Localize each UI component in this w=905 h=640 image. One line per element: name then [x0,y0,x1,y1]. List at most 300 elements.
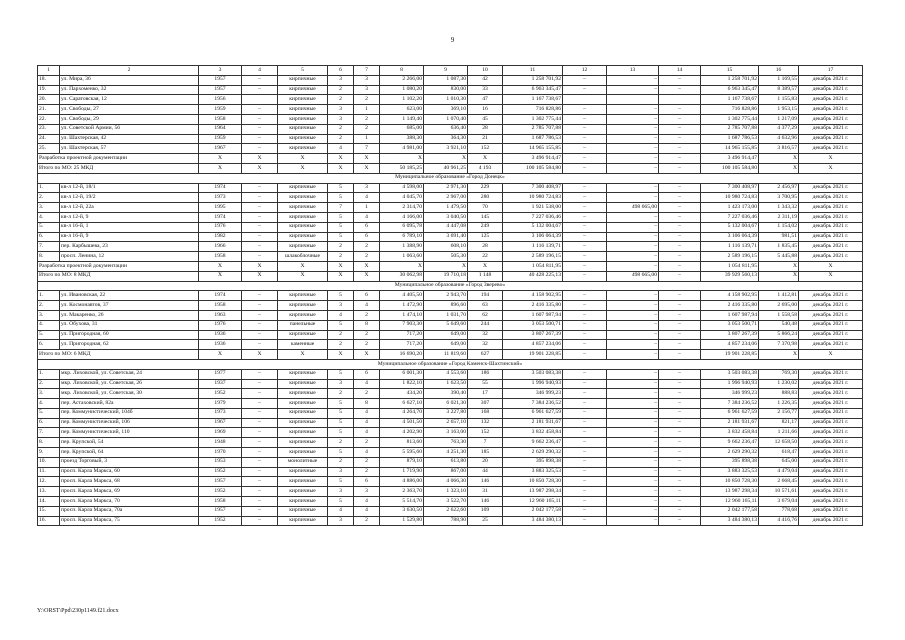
table-cell: – [563,105,607,115]
table-cell: 1979 [199,399,242,409]
table-cell: 5 [328,448,354,458]
table-cell: кирпичные [278,448,328,458]
column-number: 14 [659,66,701,76]
page-number: 9 [450,36,455,44]
table-cell: 2 967,00 [424,193,468,203]
table-cell: 2 416 335,80 [701,301,759,311]
table-cell: 5 649,60 [424,320,468,330]
table-cell: – [242,497,278,507]
address-cell: кв-л 12-й, 19/2 [60,193,199,203]
table-cell: 1976 [199,320,242,330]
address-cell: кв-л 12-й, 9 [60,212,199,222]
table-cell: 2 [354,340,380,350]
table-cell: 6 [354,222,380,232]
table-cell: 1 169,55 [759,75,799,85]
address-cell: мкр. Лиховской, ул. Советская, 30 [60,389,199,399]
table-cell: 1952 [199,467,242,477]
table-cell: 4 [354,408,380,418]
table-cell: 4 [354,193,380,203]
table-cell: 1 211,66 [759,428,799,438]
table-cell: 1958 [199,497,242,507]
table-cell: – [563,310,607,320]
table-cell: 2 [354,467,380,477]
table-row [38,340,863,350]
table-cell: – [563,301,607,311]
table-cell: X [278,271,328,281]
table-cell: панельные [278,320,328,330]
table-cell: 1 822,10 [380,379,424,389]
table-cell: X [328,271,354,281]
table-cell: 896,60 [424,301,468,311]
table-cell: X [199,261,242,271]
table-cell: 717,20 [380,340,424,350]
table-cell: 7 384 236,52 [503,399,563,409]
table-cell: – [242,467,278,477]
summary-label: Разработка проектной документации [38,154,199,164]
column-number: 7 [354,66,380,76]
table-cell: 1 302 775,44 [701,114,759,124]
table-cell: 7 227 036,46 [503,212,563,222]
table-cell: 1964 [199,124,242,134]
table-cell: 1995 [199,203,242,213]
table-cell: – [659,389,701,399]
table-cell: X [328,261,354,271]
table-cell: 498 665,00 [607,271,659,281]
table-cell: 280 [468,193,503,203]
table-cell: 10 980 724,83 [701,193,759,203]
table-cell: X [278,163,328,173]
table-cell: 30 062,98 [380,271,424,281]
table-cell: X [242,271,278,281]
table-cell: – [242,418,278,428]
table-cell: 4 166,00 [380,212,424,222]
table-cell: 1 080,20 [380,85,424,95]
table-cell: декабрь 2021 г. [799,408,863,418]
table-cell: 1 623,50 [424,379,468,389]
table-cell: X [242,350,278,360]
table-cell: декабрь 2021 г. [799,467,863,477]
summary-label: Итого по МО: 25 МКД [38,163,199,173]
table-cell: 3 [354,85,380,95]
table-cell: декабрь 2021 г. [799,242,863,252]
table-cell: 346 999,23 [701,389,759,399]
table-cell: 6 [354,232,380,242]
table-cell: 14 965 155,85 [701,144,759,154]
table-cell: – [242,438,278,448]
table-cell: 6 963 345,47 [503,85,563,95]
table-cell: 5 [328,320,354,330]
table-cell: 109 [468,506,503,516]
table-cell: – [242,310,278,320]
table-cell: 2 156,77 [759,408,799,418]
table-cell: 10. [38,457,60,467]
table-cell: кирпичные [278,212,328,222]
table-cell: – [242,301,278,311]
table-cell: декабрь 2021 г. [799,320,863,330]
table-row [38,516,863,526]
table-cell: – [659,487,701,497]
table-cell: 618,47 [759,448,799,458]
table-cell: 4 193 [468,163,503,173]
table-row [38,369,863,379]
table-cell: 4 501,50 [380,418,424,428]
table-cell: 4 479,04 [759,467,799,477]
table-cell: 2 629 290,32 [503,448,563,458]
table-cell: 4 [354,448,380,458]
table-cell: 2 [354,516,380,526]
table-cell: 145 [468,212,503,222]
table-cell: декабрь 2021 г. [799,457,863,467]
table-cell: – [563,399,607,409]
address-cell: мкр. Лиховской, ул. Советская, 26 [60,379,199,389]
table-cell: X [799,271,863,281]
table-cell: 540,48 [759,320,799,330]
table-cell: декабрь 2021 г. [799,340,863,350]
table-cell: X [328,163,354,173]
table-cell: 1 070,40 [424,114,468,124]
table-cell: 685,00 [380,124,424,134]
table-cell: 1 474,10 [380,310,424,320]
table-cell: 50 185,25 [380,163,424,173]
table-cell: кирпичные [278,418,328,428]
table-cell: 12. [38,477,60,487]
table-cell: 6 961 627,59 [701,408,759,418]
table-cell: – [563,467,607,477]
table-cell: 1 226,35 [759,399,799,409]
table-cell: X [278,154,328,164]
table-cell: – [607,379,659,389]
table-cell: – [607,389,659,399]
table-cell: – [563,114,607,124]
table-cell: 649,00 [424,330,468,340]
table-cell: 125 [468,232,503,242]
table-cell: кирпичные [278,95,328,105]
table-cell: 4 886,00 [380,477,424,487]
table-cell: 627 [468,350,503,360]
table-cell: 346 999,23 [503,389,563,399]
address-cell: пер. Астаховский, 82а [60,399,199,409]
table-cell: 2 971,30 [424,183,468,193]
table-cell: 132 [468,418,503,428]
table-row [38,232,863,242]
table-cell: 8. [38,438,60,448]
section-title: Муниципальное образование «Город Донецк» [38,173,863,183]
table-cell: X [759,261,799,271]
table-row [38,379,863,389]
table-cell: 1. [38,183,60,193]
table-cell: декабрь 2021 г. [799,144,863,154]
table-cell: 28 [468,124,503,134]
table-cell: кирпичные [278,183,328,193]
table-row [38,85,863,95]
table-cell: декабрь 2021 г. [799,203,863,213]
table-cell: 3 053 500,71 [503,320,563,330]
table-row [38,301,863,311]
table-cell: кирпичные [278,330,328,340]
table-cell: 6 627,10 [380,399,424,409]
address-cell: ул. Шахтерская, 42 [60,134,199,144]
table-row [38,330,863,340]
table-cell: X [468,154,503,164]
table-cell: 1982 [199,232,242,242]
table-cell: 3 691,40 [424,232,468,242]
table-cell: – [659,310,701,320]
address-cell: ул. Советской Армии, 56 [60,124,199,134]
address-cell: ул. Свободы, 27 [60,105,199,115]
table-cell: 32 [468,330,503,340]
table-cell: – [563,271,607,281]
table-cell: 15. [38,506,60,516]
table-cell: 3 [354,75,380,85]
table-cell: 505,30 [424,252,468,262]
table-cell: 1966 [199,242,242,252]
table-cell: 5 132 004,67 [701,222,759,232]
table-cell: – [563,340,607,350]
table-cell: 152 [468,144,503,154]
section-header-row [38,359,863,369]
table-cell: – [563,408,607,418]
table-cell: кирпичные [278,516,328,526]
table-cell: 24. [38,134,60,144]
table-cell: 395 898,38 [503,457,563,467]
table-cell: – [659,379,701,389]
table-cell: 4 [328,506,354,516]
table-cell: 3. [38,310,60,320]
table-cell: 821,17 [759,418,799,428]
table-cell: – [607,193,659,203]
table-cell: X [242,154,278,164]
table-cell: 2 181 931,67 [503,418,563,428]
table-cell: 4 066,30 [424,477,468,487]
table-cell: – [607,105,659,115]
table-cell: X [759,154,799,164]
table-cell: 5 866,24 [759,330,799,340]
table-cell: декабрь 2021 г. [799,124,863,134]
table-cell: кирпичные [278,114,328,124]
table-cell: 2 [354,389,380,399]
table-cell: 6 963 345,47 [701,85,759,95]
table-cell: 2 416 335,80 [503,301,563,311]
table-cell: 3 163,00 [424,428,468,438]
table-cell: 1959 [199,134,242,144]
table-cell: 1 148 [468,271,503,281]
table-cell: 10 850 728,30 [701,477,759,487]
table-cell: – [563,506,607,516]
table-cell: 32 [468,340,503,350]
address-cell: пер. Коммунистический, 110 [60,428,199,438]
table-cell: 1 996 940,93 [503,379,563,389]
table-cell: – [607,114,659,124]
address-cell: пер. Крупской, 54 [60,438,199,448]
table-cell: 2 042 177,58 [701,506,759,516]
table-cell: 613,80 [424,457,468,467]
table-cell: 4 [328,144,354,154]
table-cell: 3 [354,183,380,193]
table-cell: 2 [328,124,354,134]
table-row [38,222,863,232]
table-cell: 9 662 236,47 [503,438,563,448]
table-cell: 146 [468,477,503,487]
table-cell: 3 227,80 [424,408,468,418]
table-cell: – [563,144,607,154]
table-cell: 1973 [199,193,242,203]
table-cell [607,95,659,105]
table-cell: X [199,350,242,360]
table-cell: – [607,242,659,252]
table-cell: 1957 [199,477,242,487]
table-cell: – [242,134,278,144]
table-row [38,242,863,252]
table-cell: 4 598,00 [380,183,424,193]
table-cell: 11. [38,467,60,477]
address-cell: пер. Крупской, 64 [60,448,199,458]
table-cell: декабрь 2021 г. [799,212,863,222]
table-row [38,497,863,507]
table-cell: 608,10 [424,242,468,252]
table-cell: 5. [38,330,60,340]
table-cell: 4 [328,310,354,320]
table-cell: 3 832 458,84 [701,428,759,438]
table-cell: 2 622,60 [424,506,468,516]
column-number: 9 [424,66,468,76]
table-cell: 2 668,45 [759,477,799,487]
table-cell: 4 405,50 [380,291,424,301]
table-cell: 981,51 [759,232,799,242]
table-cell: кирпичные [278,408,328,418]
table-cell: декабрь 2021 г. [799,399,863,409]
table-cell: – [563,75,607,85]
table-cell [242,95,278,105]
table-cell: X [799,261,863,271]
table-cell: 3 816,57 [759,144,799,154]
table-cell: 2 [354,114,380,124]
table-row [38,291,863,301]
table-cell: 1957 [199,85,242,95]
table-cell: 1 063,60 [380,252,424,262]
table-cell: – [242,232,278,242]
table-cell: декабрь 2021 г. [799,114,863,124]
table-cell: – [242,222,278,232]
table-cell: – [607,144,659,154]
table-cell: – [659,193,701,203]
table-cell: 9 662 236,47 [701,438,759,448]
table-cell: – [659,163,701,173]
table-cell: 1948 [199,438,242,448]
table-cell: – [242,379,278,389]
summary-label: Итого по МО: 6 МКД [38,350,199,360]
table-cell: декабрь 2021 г. [799,487,863,497]
table-cell: 229 [468,183,503,193]
table-cell: 4 [354,212,380,222]
column-number: 11 [503,66,563,76]
table-cell: 4 [354,506,380,516]
table-cell: – [607,291,659,301]
table-cell: – [659,477,701,487]
table-cell: – [659,369,701,379]
table-cell: – [607,497,659,507]
table-cell: 1 302 775,44 [503,114,563,124]
table-cell: 3 053 500,71 [701,320,759,330]
table-cell: 3 [354,487,380,497]
table-cell: 10 980 724,83 [503,193,563,203]
table-cell: – [607,212,659,222]
table-cell: 1 167 738,67 [503,95,563,105]
address-cell: кв-л 12-й, 18/1 [60,183,199,193]
table-cell: 1967 [199,418,242,428]
table-cell: X [354,154,380,164]
table-cell: – [242,114,278,124]
table-cell: – [242,369,278,379]
table-row [38,203,863,213]
table-cell: – [242,144,278,154]
table-cell: 1 116 139,71 [701,242,759,252]
table-row [38,310,863,320]
table-cell: декабрь 2021 г. [799,183,863,193]
table-row [38,75,863,85]
table-cell: 1 479,50 [424,203,468,213]
table-cell: – [659,399,701,409]
table-cell: – [563,320,607,330]
table-cell: 4 416,76 [759,516,799,526]
table-cell: – [659,85,701,95]
table-cell: кирпичные [278,203,328,213]
table-cell: 2 456,97 [759,183,799,193]
table-cell: 19 901 228,85 [503,350,563,360]
table-cell: 1 149,40 [380,114,424,124]
table-cell: 1 087,30 [424,75,468,85]
table-row [38,134,863,144]
address-cell: ул. Пригородная, 60 [60,330,199,340]
table-cell: – [242,428,278,438]
table-cell: – [242,85,278,95]
table-row [38,105,863,115]
table-cell: 1958 [199,301,242,311]
address-cell: кв-л 12-й, 22а [60,203,199,213]
address-cell: ул. Космонавтов, 37 [60,301,199,311]
table-cell: – [242,408,278,418]
section-header-row [38,281,863,291]
table-cell: – [563,124,607,134]
table-cell: – [659,506,701,516]
table-cell: кирпичные [278,379,328,389]
table-cell: 6 001,30 [380,369,424,379]
table-cell: кирпичные [278,75,328,85]
table-cell: 395 898,38 [701,457,759,467]
column-number-row [38,66,863,76]
table-cell: 3 [328,379,354,389]
table-cell: 1 155,83 [759,95,799,105]
table-cell: 18. [38,75,60,85]
table-cell: 22. [38,114,60,124]
column-number: 8 [380,66,424,76]
table-cell: 1 031,70 [424,310,468,320]
table-cell: 42 [468,75,503,85]
table-cell: – [563,389,607,399]
table-cell: декабрь 2021 г. [799,418,863,428]
table-cell: – [563,291,607,301]
table-cell: 6 961 627,59 [503,408,563,418]
table-cell: 5 595,60 [380,448,424,458]
table-cell: – [607,467,659,477]
column-number: 1 [38,66,60,76]
column-number: 5 [278,66,328,76]
table-cell: 21 [468,134,503,144]
table-cell: 364,30 [424,134,468,144]
table-cell: декабрь 2021 г. [799,232,863,242]
table-cell: 7 300 408,97 [503,183,563,193]
table-cell: 3 679,04 [759,497,799,507]
table-row [38,506,863,516]
